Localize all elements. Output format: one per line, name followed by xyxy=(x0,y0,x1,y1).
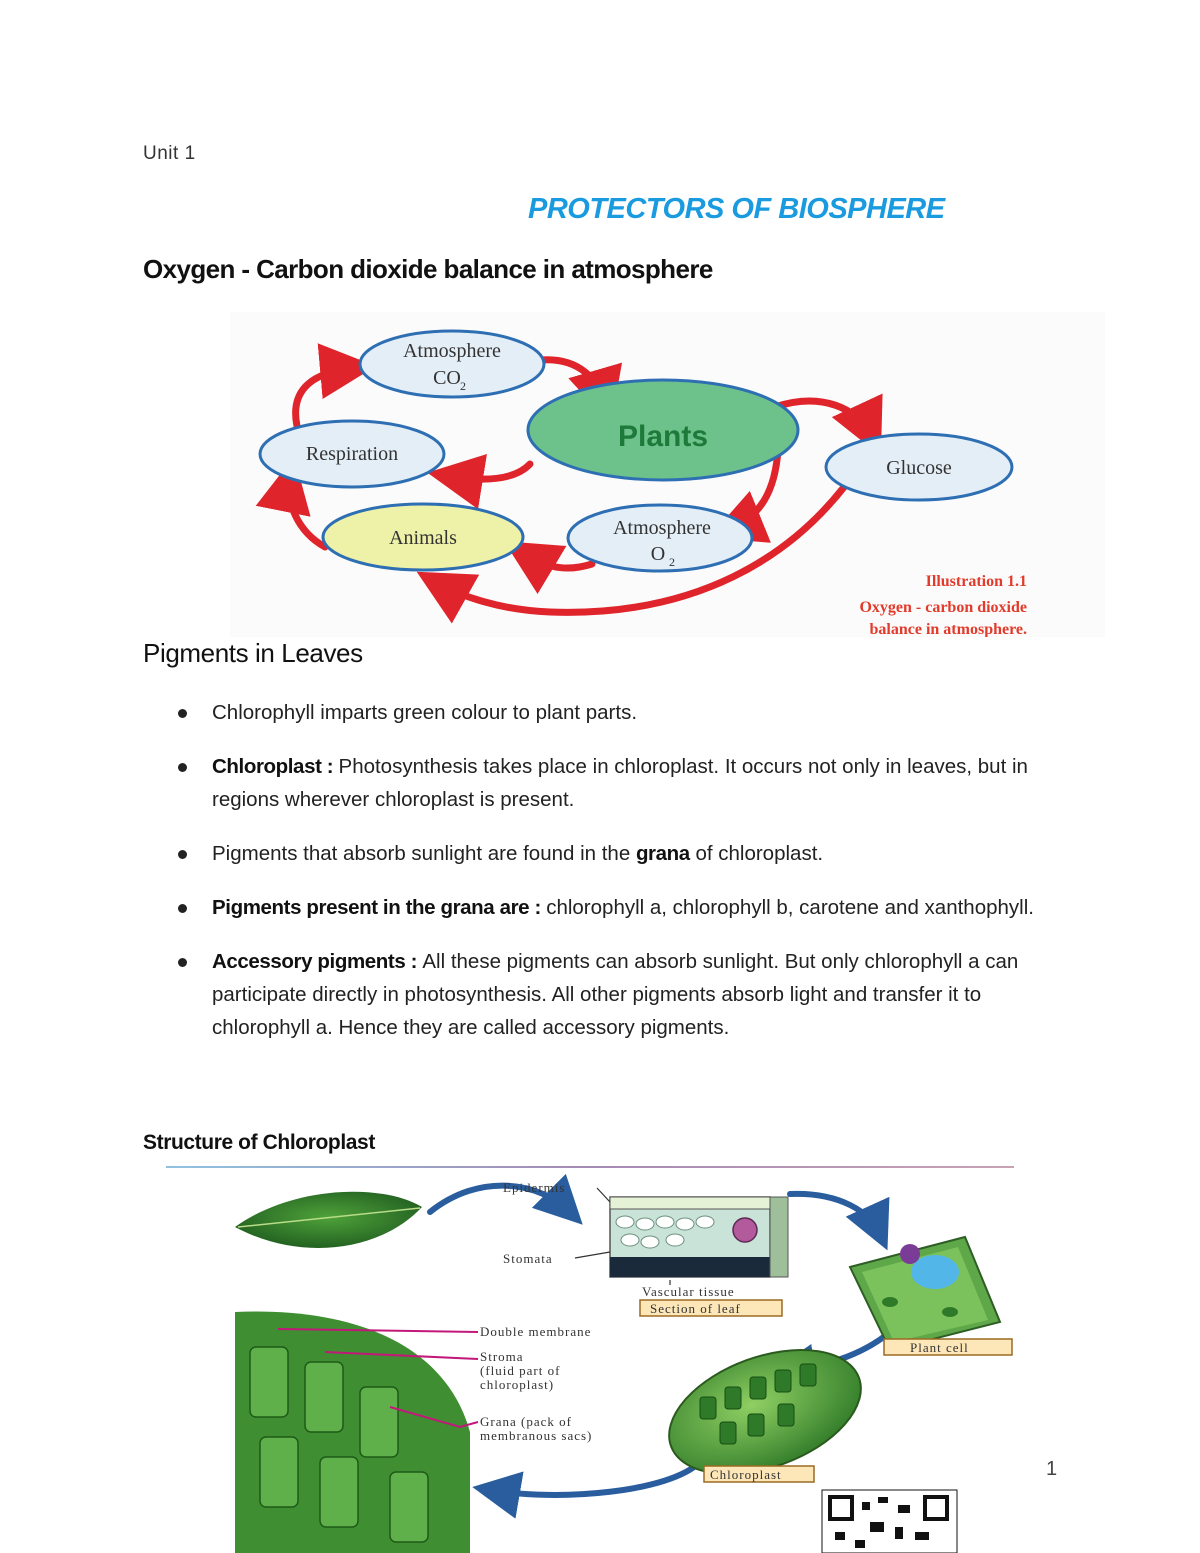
label-atmosphere-o2: Atmosphere xyxy=(613,517,711,539)
label-o2-subscript: 2 xyxy=(669,555,675,569)
label-co2: CO xyxy=(433,367,461,389)
plant-cell-image xyxy=(850,1237,1000,1350)
label-co2-subscript: 2 xyxy=(460,379,466,393)
list-item: Chlorophyll imparts green colour to plant parts. xyxy=(176,696,1036,729)
label-animals: Animals xyxy=(389,527,457,549)
label-stomata: Stomata xyxy=(503,1251,553,1266)
page-number: 1 xyxy=(1046,1458,1058,1480)
label-atmosphere-co2: Atmosphere xyxy=(403,340,501,362)
label-epidermis: Epidermis xyxy=(503,1180,566,1195)
pigments-list xyxy=(176,696,1036,1065)
divider-line xyxy=(166,1166,1014,1168)
section-heading-chloroplast: Structure of Chloroplast xyxy=(143,1131,375,1154)
label-section-of-leaf: Section of leaf xyxy=(650,1301,741,1316)
label-chloroplast: Chloroplast xyxy=(710,1467,782,1482)
caption-line2: balance in atmosphere. xyxy=(869,621,1027,637)
label-vascular-tissue: Vascular tissue xyxy=(642,1284,735,1299)
caption-line1: Oxygen - carbon dioxide xyxy=(859,599,1027,616)
label-double-membrane: Double membrane xyxy=(480,1324,592,1339)
list-item: Pigments that absorb sunlight are found in the grana of chloroplast. xyxy=(176,837,1036,870)
unit-label: Unit 1 xyxy=(143,143,196,164)
list-item: Chloroplast : Photosynthesis takes place in chloroplast. It occurs not only in leaves, but in regions wherever chloroplast is present. xyxy=(176,750,1036,816)
label-plants: Plants xyxy=(617,420,709,453)
leaf-section-image xyxy=(610,1197,788,1277)
pointer-stomata xyxy=(575,1252,610,1258)
label-stroma-line2: (fluid part of xyxy=(480,1363,561,1378)
section-heading-pigments: Pigments in Leaves xyxy=(143,638,363,668)
label-glucose: Glucose xyxy=(886,457,952,479)
label-plant-cell: Plant cell xyxy=(910,1340,969,1355)
section-heading-oxygen-balance: Oxygen - Carbon dioxide balance in atmosphere xyxy=(143,254,713,284)
caption-illustration: Illustration 1.1 xyxy=(925,573,1027,590)
label-respiration: Respiration xyxy=(305,443,399,465)
arrow-chloroplast-to-detail xyxy=(490,1462,700,1495)
oxygen-co2-cycle-diagram xyxy=(230,312,1105,637)
page-title: PROTECTORS OF BIOSPHERE xyxy=(528,193,945,225)
label-stroma: Stroma xyxy=(480,1349,524,1364)
label-o2: O xyxy=(650,543,666,565)
grana-detail-image xyxy=(235,1312,470,1553)
pointer-epidermis xyxy=(597,1188,610,1202)
qr-code-image xyxy=(822,1490,957,1553)
arrow-section-to-cell xyxy=(790,1194,880,1234)
label-stroma-line3: chloroplast) xyxy=(480,1377,555,1392)
label-grana: Grana (pack of xyxy=(480,1414,572,1429)
list-item: Pigments present in the grana are : chlorophyll a, chlorophyll b, carotene and xanthophyll. xyxy=(176,891,1036,924)
label-grana-line2: membranous sacs) xyxy=(480,1428,593,1443)
leaf-icon xyxy=(235,1192,422,1248)
list-item: Accessory pigments : All these pigments can absorb sunlight. But only chlorophyll a can participate directly in photosynthesis. All other pigments absorb light and transfer it to chlorophyll a. Hence they are called accessory pigments. xyxy=(176,945,1036,1044)
chloroplast-structure-diagram xyxy=(230,1172,1020,1553)
